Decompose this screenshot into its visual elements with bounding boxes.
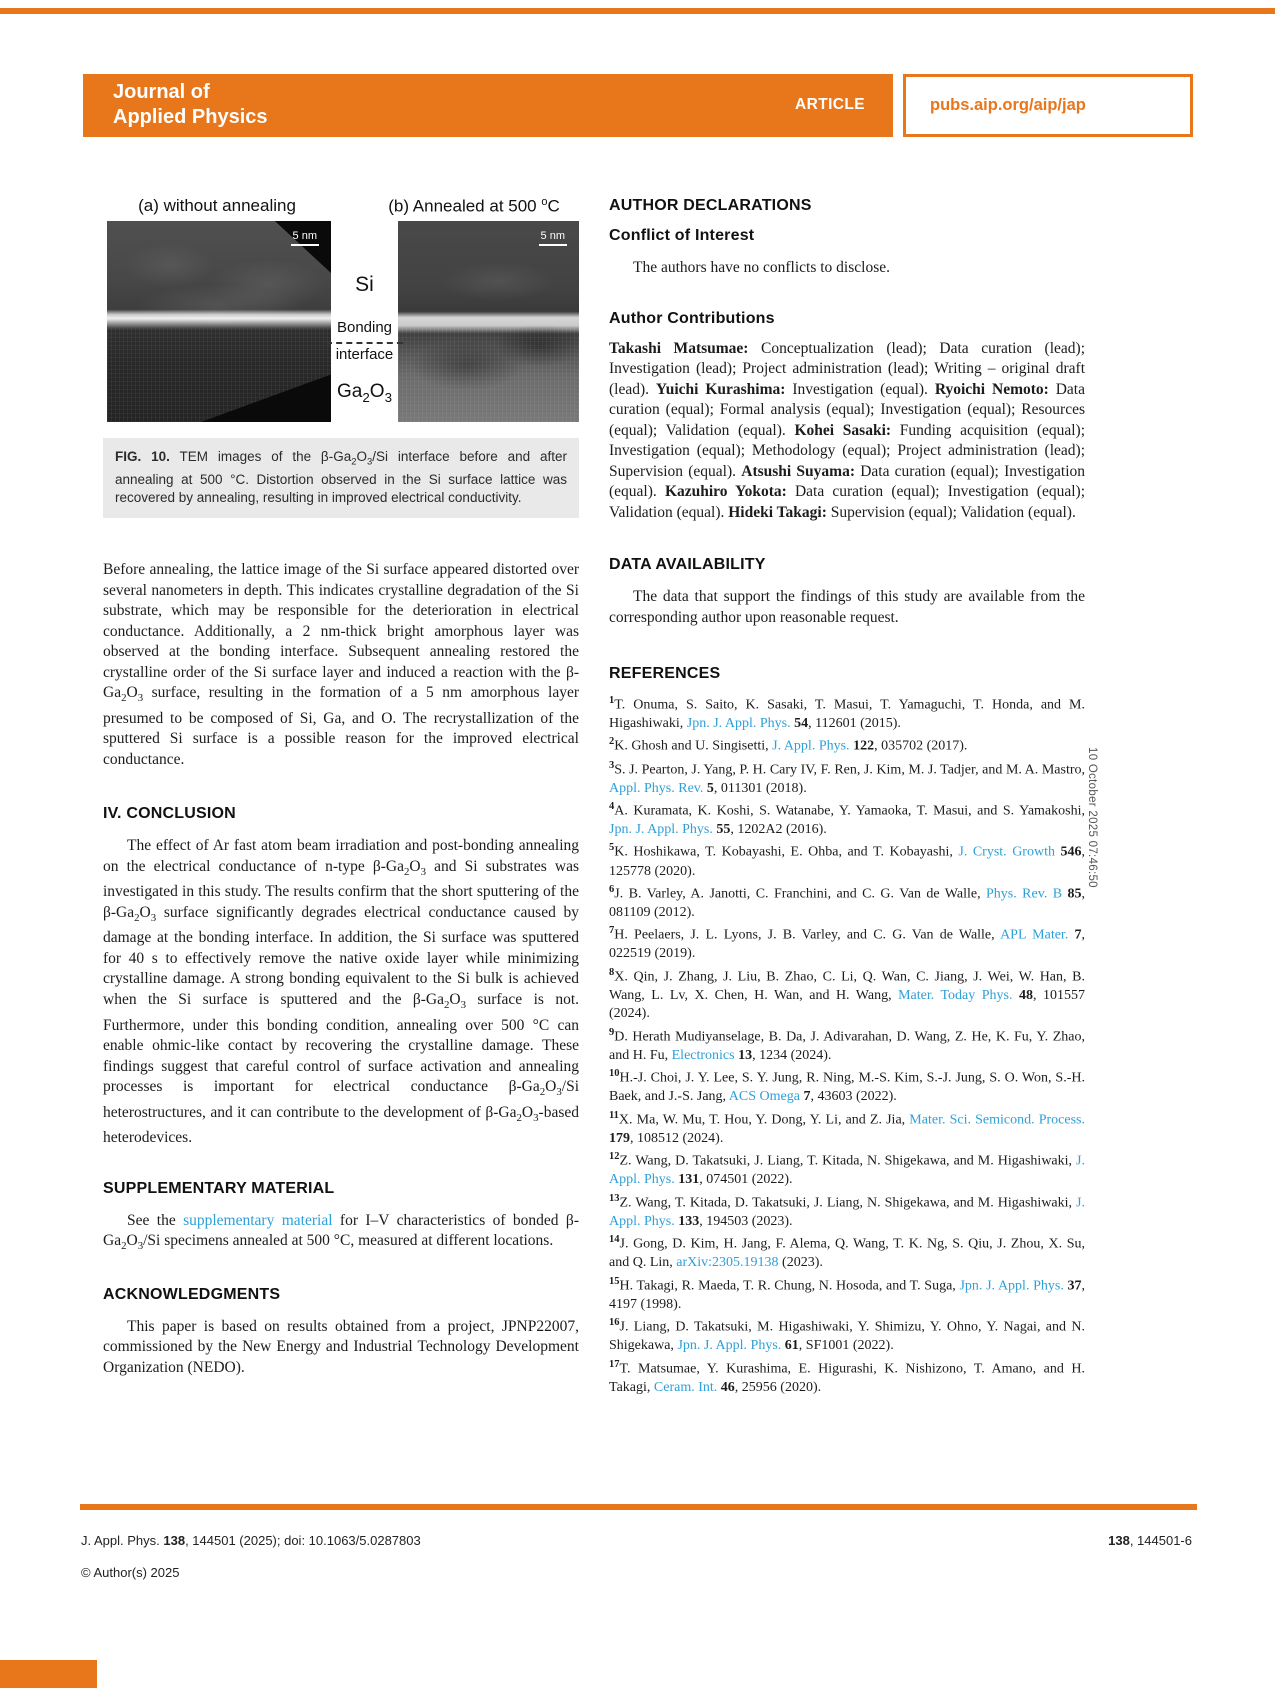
reference-item — [609, 839, 1085, 880]
reference-text: H.-J. Choi, J. Y. Lee, S. Y. Jung, R. Ning, M.-S. Kim, S.-J. Jung, S. O. Won, S.-H. Baek, and J.-S. Jang, ACS Omega 7, 43603 (2022). — [609, 1070, 1085, 1105]
reference-text: H. Peelaers, J. L. Lyons, J. B. Varley, and C. G. Van de Walle, APL Mater. 7, 022519 (2019). — [609, 928, 1086, 962]
reference-item — [609, 692, 1085, 733]
references-heading: REFERENCES — [609, 665, 721, 682]
reference-text: S. J. Pearton, J. Yang, P. H. Cary IV, F. Ren, J. Kim, M. J. Tadjer, and M. A. Mastro, Appl. Phys. Rev. 5, 011301 (2018). — [609, 762, 1085, 796]
si-label: Si — [355, 273, 374, 296]
inline-link[interactable]: Ceram. Int. — [653, 1379, 718, 1395]
bonding-interface-dashed-line — [326, 342, 403, 344]
figure-panel-a-label: (a) without annealing — [138, 196, 296, 215]
conclusion-paragraph: The effect of Ar fast atom beam irradiation and post-bonding annealing on the electrical conductance of n-type $\beta-Ga_2O_3$ and Si substrates was investigated in this study. The results confirm that the short sputtering of the $\beta-Ga_2O_3$ surface significantly degrades electrical conductance caused by damage at the bonding interface. In addition, the Si surface was sputtered for 40 s to effectively remove the native oxide layer while minimizing crystalline damage. A strong bonding equivalent to the Si bulk is achieved when the Si surface is sputtered and the $\beta-Ga_2O_3$ surface is not. Furthermore, under this bonding condition, annealing over 500 °C can enable ohmic-like contact by recovering the crystalline damage. These findings suggest that careful control of surface activation and annealing processes is important for electrical conductance $\beta-Ga_2O_3/Si$ heterostructures, and it can contribute to the development of $\beta-Ga_2O_3$-based heterodevices. — [103, 837, 579, 1147]
reference-number: 4 — [609, 801, 615, 812]
figure-panel-b-label: (b) Annealed at 500 $^o$C — [388, 196, 560, 216]
data-availability-heading: DATA AVAILABILITY — [609, 556, 766, 573]
inline-link[interactable]: ACS Omega — [728, 1089, 800, 1105]
data-availability-paragraph: The data that support the findings of this study are available from the corresponding author upon reasonable request. — [609, 588, 1085, 626]
ga2o3-label: $Ga_2O_3$ — [337, 381, 392, 405]
reference-text: T. Matsumae, Y. Kurashima, E. Higurashi, K. Nishizono, T. Amano, and H. Takagi, Ceram. Int. 46, 25956 (2020). — [609, 1361, 1085, 1395]
reference-number: 11 — [609, 1109, 619, 1121]
reference-item — [609, 1273, 1085, 1314]
reference-number: 8 — [609, 966, 615, 978]
inline-link[interactable]: J. Appl. Phys. — [609, 1153, 1085, 1188]
reference-item — [609, 1231, 1085, 1272]
reference-item — [609, 922, 1085, 963]
journal-title — [113, 80, 268, 130]
reference-item — [609, 1107, 1085, 1148]
footer-rule — [80, 1504, 1197, 1510]
reference-item — [609, 1065, 1085, 1106]
body-paragraph-continuation: Before annealing, the lattice image of the Si surface appeared distorted over several nanometers in depth. This indicates crystalline degradation of the Si substrate, which may be responsible for the deterioration in electrical conductance. Additionally, a 2 nm-thick bright amorphous layer was observed at the bonding interface. Subsequent annealing restored the crystalline order of the Si surface layer and induced a reaction with the $\beta-Ga_2O_3$ surface, resulting in the formation of a 5 nm amorphous layer presumed to be composed of Si, Ga, and O. The recrystallization of the sputtered Si surface is a possible reason for the improved electrical conductance. — [103, 561, 579, 768]
download-timestamp: 10 October 2025 07:46:50 — [1086, 747, 1098, 888]
reference-text: X. Ma, W. Mu, T. Hou, Y. Dong, Y. Li, and Z. Jia, Mater. Sci. Semicond. Process. 179, 108512 (2024). — [609, 1112, 1085, 1146]
reference-number: 15 — [609, 1275, 620, 1287]
bottom-orange-block — [0, 1660, 97, 1688]
reference-text: A. Kuramata, K. Koshi, S. Watanabe, Y. Yamaoka, T. Masui, and S. Yamakoshi, Jpn. J. Appl. Phys. 55, 1202A2 (2016). — [609, 803, 1085, 838]
inline-link[interactable]: Mater. Today Phys. — [898, 987, 1013, 1003]
reference-text: D. Herath Mudiyanselage, B. Da, J. Adivarahan, D. Wang, Z. He, K. Fu, Y. Zhao, and H. Fu, Electronics 13, 1234 (2024). — [609, 1029, 1085, 1063]
interface-label: interface — [335, 346, 394, 363]
reference-number: 2 — [609, 736, 615, 748]
reference-text: J. Liang, D. Takatsuki, M. Higashiwaki, Y. Shimizu, Y. Ohno, Y. Nagai, and N. Shigekawa, Jpn. J. Appl. Phys. 61, SF1001 (2022). — [609, 1319, 1085, 1354]
reference-number: 1 — [609, 695, 615, 706]
inline-link[interactable]: Electronics — [671, 1047, 735, 1063]
journal-header-band — [83, 74, 893, 137]
publisher-url-box[interactable] — [903, 74, 1193, 137]
reference-text: K. Hoshikawa, T. Kobayashi, E. Ohba, and T. Kobayashi, J. Cryst. Growth 546, 125778 (2020). — [609, 845, 1086, 879]
inline-link[interactable]: arXiv:2305.19138 — [676, 1255, 779, 1271]
supplementary-material-heading: SUPPLEMENTARY MATERIAL — [103, 1179, 335, 1197]
reference-item — [609, 798, 1085, 839]
publisher-url[interactable]: pubs.aip.org/aip/jap — [930, 96, 1086, 114]
inline-link[interactable]: Appl. Phys. Rev. — [609, 780, 704, 796]
reference-text: J. Gong, D. Kim, H. Jang, F. Alema, Q. Wang, T. K. Ng, S. Qiu, J. Zhou, X. Su, and Q. Lin, arXiv:2305.19138 (2023). — [609, 1236, 1085, 1271]
reference-text: K. Ghosh and U. Singisetti, J. Appl. Phys. 122, 035702 (2017). — [614, 739, 968, 755]
acknowledgments-paragraph: This paper is based on results obtained from a project, JPNP22007, commissioned by the New Energy and Industrial Technology Development Organization (NEDO). — [103, 1317, 579, 1376]
reference-number: 13 — [609, 1192, 620, 1204]
tem-a-corner-wedge — [259, 221, 331, 273]
reference-number: 10 — [609, 1068, 620, 1080]
scale-bar-a: 5 nm — [291, 230, 319, 246]
reference-number: 9 — [609, 1026, 615, 1038]
reference-number: 5 — [609, 842, 615, 854]
scale-bar-b: 5 nm — [539, 230, 567, 246]
tem-image-without-annealing — [107, 221, 331, 422]
inline-link[interactable]: J. Cryst. Growth — [958, 845, 1055, 861]
journal-title-line2: Applied Physics — [113, 106, 268, 128]
left-column — [103, 196, 579, 1378]
reference-item — [609, 1190, 1085, 1231]
bonding-label: Bonding — [336, 319, 393, 336]
footer-copyright: © Author(s) 2025 — [81, 1565, 180, 1580]
reference-item — [609, 757, 1085, 798]
article-badge: ARTICLE — [795, 96, 865, 113]
footer-citation: J. Appl. Phys. 138, 144501 (2025); doi: 10.1063/5.0287803 — [81, 1533, 421, 1548]
reference-number: 17 — [609, 1358, 620, 1370]
reference-item — [609, 1148, 1085, 1189]
reference-item — [609, 1024, 1085, 1065]
reference-number: 6 — [609, 883, 615, 895]
conflict-of-interest-heading: Conflict of Interest — [609, 227, 755, 244]
inline-link[interactable]: Phys. Rev. B — [986, 886, 1063, 902]
tem-image-annealed — [398, 221, 579, 422]
reference-item — [609, 733, 1085, 756]
reference-item — [609, 881, 1085, 922]
reference-text: X. Qin, J. Zhang, J. Liu, B. Zhao, C. Li, Q. Wan, C. Jiang, J. Wei, W. Han, B. Wang, L. Lv, X. Chen, H. Wan, and H. Wang, Mater. Today Phys. 48, 101557 (2024). — [609, 969, 1085, 1022]
reference-text: H. Takagi, R. Maeda, T. R. Chung, N. Hosoda, and T. Suga, Jpn. J. Appl. Phys. 37, 4197 (1998). — [609, 1278, 1086, 1312]
reference-number: 3 — [609, 759, 615, 771]
reference-number: 12 — [609, 1151, 620, 1163]
reference-text: Z. Wang, D. Takatsuki, J. Liang, T. Kitada, N. Shigekawa, and M. Higashiwaki, J. Appl. Phys. 131, 074501 (2022). — [609, 1153, 1085, 1188]
reference-item — [609, 1356, 1085, 1397]
inline-link[interactable]: Jpn. J. Appl. Phys. — [609, 822, 713, 838]
figure-10 — [103, 196, 579, 438]
author-declarations-heading: AUTHOR DECLARATIONS — [609, 197, 812, 214]
inline-link[interactable]: Jpn. J. Appl. Phys. — [677, 1338, 782, 1354]
reference-text: T. Onuma, S. Saito, K. Sasaki, T. Masui, T. Yamaguchi, T. Honda, and M. Higashiwaki, Jpn. J. Appl. Phys. 54, 112601 (2015). — [609, 697, 1085, 732]
figure-10-caption: FIG. 10. TEM images of the $\beta-Ga_2O_3/Si$ interface before and after annealing at 500 °C. Distortion observed in the Si surface lattice was recovered by annealing, resulting in improved electrical conductivity. — [103, 438, 579, 518]
inline-link[interactable]: Jpn. J. Appl. Phys. — [959, 1278, 1064, 1294]
tem-a-bottom-wedge — [201, 364, 331, 422]
reference-number: 16 — [609, 1317, 620, 1329]
journal-title-line1: Journal of — [113, 81, 210, 103]
author-contributions-heading: Author Contributions — [609, 309, 775, 327]
reference-text: J. B. Varley, A. Janotti, C. Franchini, and C. G. Van de Walle, Phys. Rev. B 85, 081109 (2012). — [609, 886, 1085, 920]
footer-page-number: 138, 144501-6 — [1108, 1533, 1192, 1548]
inline-link[interactable]: APL Mater. — [1000, 928, 1069, 944]
inline-link[interactable]: J. Appl. Phys. — [609, 1195, 1085, 1229]
figure-middle-labels — [331, 221, 398, 422]
top-border-rule — [0, 8, 1275, 14]
conflict-of-interest-paragraph: The authors have no conflicts to disclose. — [633, 259, 890, 276]
reference-item — [609, 964, 1085, 1024]
author-contributions-paragraph: Takashi Matsumae: Conceptualization (lead); Data curation (lead); Investigation (lead); Project administration (lead); Writing – original draft (lead). Yuichi Kurashima: Investigation (equal). Ryoichi Nemoto: Data curation (equal); Formal analysis (equal); Investigation (equal); Resources (equal); Validation (equal). Kohei Sasaki: Funding acquisition (equal); Investigation (equal); Methodology (equal); Project administration (lead); Supervision (equal). Atsushi Suyama: Data curation (equal); Investigation (equal). Kazuhiro Yokota: Data curation (equal); Investigation (equal); Validation (equal). Hideki Takagi: Supervision (equal); Validation (equal). — [609, 339, 1086, 521]
reference-text: Z. Wang, T. Kitada, D. Takatsuki, J. Liang, N. Shigekawa, and M. Higashiwaki, J. Appl. Phys. 133, 194503 (2023). — [609, 1195, 1085, 1229]
references-list — [609, 692, 1085, 1397]
inline-link[interactable]: supplementary material — [183, 1211, 333, 1229]
conclusion-heading: IV. CONCLUSION — [103, 805, 236, 823]
right-column — [609, 196, 1085, 1397]
reference-number: 7 — [609, 925, 615, 937]
inline-link[interactable]: J. Appl. Phys. — [772, 739, 850, 755]
reference-number: 14 — [609, 1234, 620, 1246]
inline-link[interactable]: Mater. Sci. Semicond. Process. — [909, 1112, 1085, 1128]
supplementary-material-paragraph: See the supplementary material for I–V characteristics of bonded $\beta-Ga_2O_3/Si$ specimens annealed at 500 °C, measured at different locations. — [103, 1211, 579, 1253]
acknowledgments-heading: ACKNOWLEDGMENTS — [103, 1285, 281, 1303]
reference-item — [609, 1314, 1085, 1355]
inline-link[interactable]: Jpn. J. Appl. Phys. — [686, 716, 791, 732]
